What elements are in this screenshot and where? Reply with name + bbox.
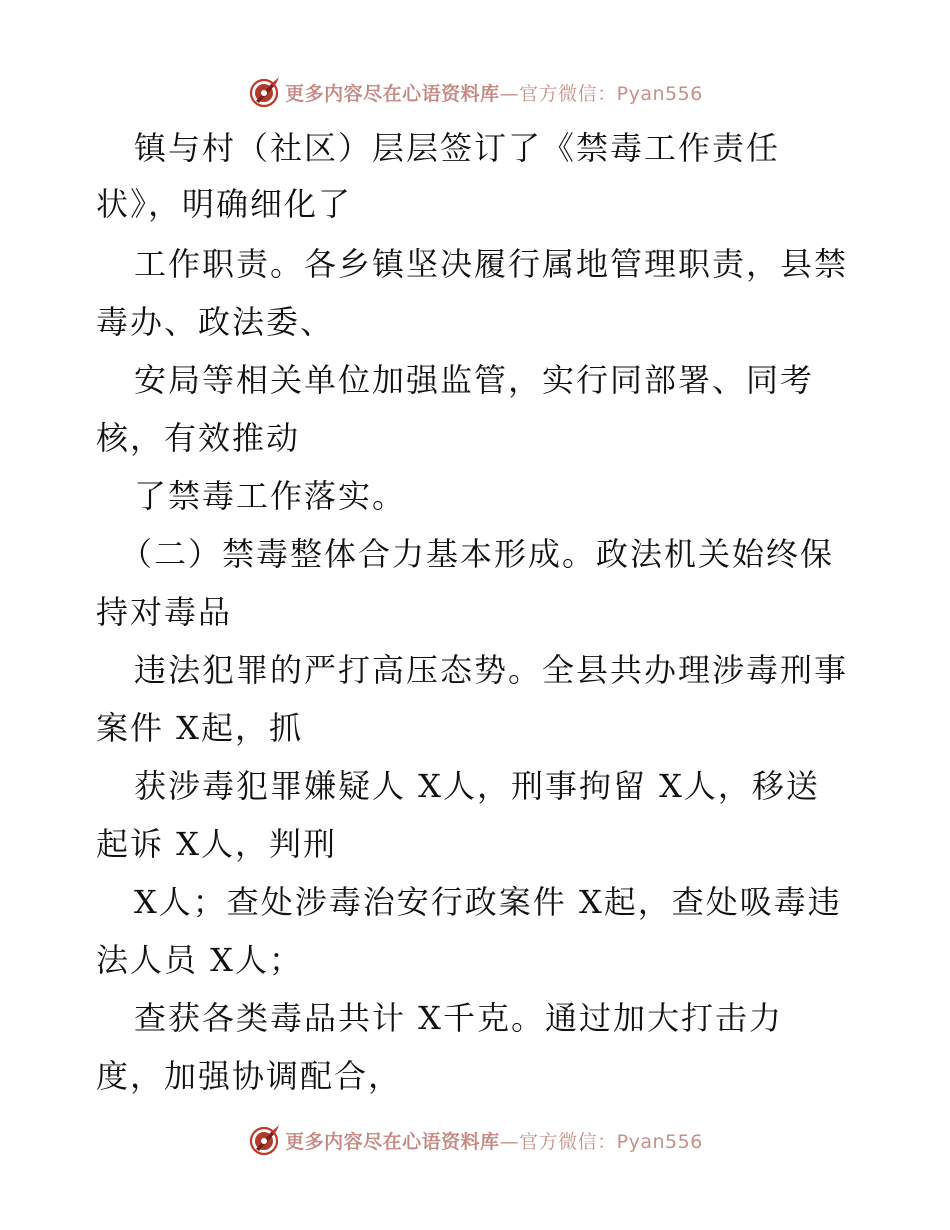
body-line-11: 案件 X起，抓 bbox=[96, 709, 303, 747]
header-watermark-banner bbox=[0, 72, 950, 112]
footer-watermark-banner bbox=[0, 1120, 950, 1160]
footer-banner-dash: — bbox=[499, 1130, 520, 1153]
body-line-2: 状》，明确细化了 bbox=[96, 185, 353, 223]
body-line-3: 工作职责。各乡镇坚决履行属地管理职责，县禁 bbox=[134, 245, 849, 283]
quill-seal-icon bbox=[247, 75, 281, 109]
footer-banner-text bbox=[285, 1127, 703, 1154]
body-line-14: X人；查处涉毒治安行政案件 X起，查处吸毒违 bbox=[134, 883, 842, 921]
header-banner-dash: — bbox=[499, 82, 520, 105]
body-line-16: 查获各类毒品共计 X千克。通过加大打击力 bbox=[134, 999, 783, 1037]
body-line-4: 毒办、政法委、 bbox=[96, 303, 335, 341]
body-line-13: 起诉 X人，判刑 bbox=[96, 825, 337, 863]
body-line-7: 了禁毒工作落实。 bbox=[134, 477, 407, 515]
body-line-8: （二）禁毒整体合力基本形成。政法机关始终保 bbox=[120, 535, 835, 573]
body-line-15: 法人员 X人； bbox=[96, 941, 303, 979]
body-line-9: 持对毒品 bbox=[96, 593, 233, 631]
body-line-6: 核，有效推动 bbox=[96, 419, 301, 457]
body-line-5: 安局等相关单位加强监管，实行同部署、同考 bbox=[134, 361, 815, 399]
header-banner-lead: 更多内容尽在心语资料库 bbox=[285, 82, 500, 105]
footer-banner-tail: 官方微信：Pyan556 bbox=[519, 1130, 703, 1153]
body-line-10: 违法犯罪的严打高压态势。全县共办理涉毒刑事 bbox=[134, 651, 849, 689]
quill-seal-icon bbox=[247, 1123, 281, 1157]
body-line-1: 镇与村（社区）层层签订了《禁毒工作责任 bbox=[134, 129, 781, 167]
footer-banner-lead: 更多内容尽在心语资料库 bbox=[285, 1130, 500, 1153]
header-banner-text bbox=[285, 79, 703, 106]
body-line-17: 度，加强协调配合， bbox=[96, 1057, 403, 1095]
header-banner-tail: 官方微信：Pyan556 bbox=[519, 82, 703, 105]
body-line-12: 获涉毒犯罪嫌疑人 X人，刑事拘留 X人，移送 bbox=[134, 767, 820, 805]
